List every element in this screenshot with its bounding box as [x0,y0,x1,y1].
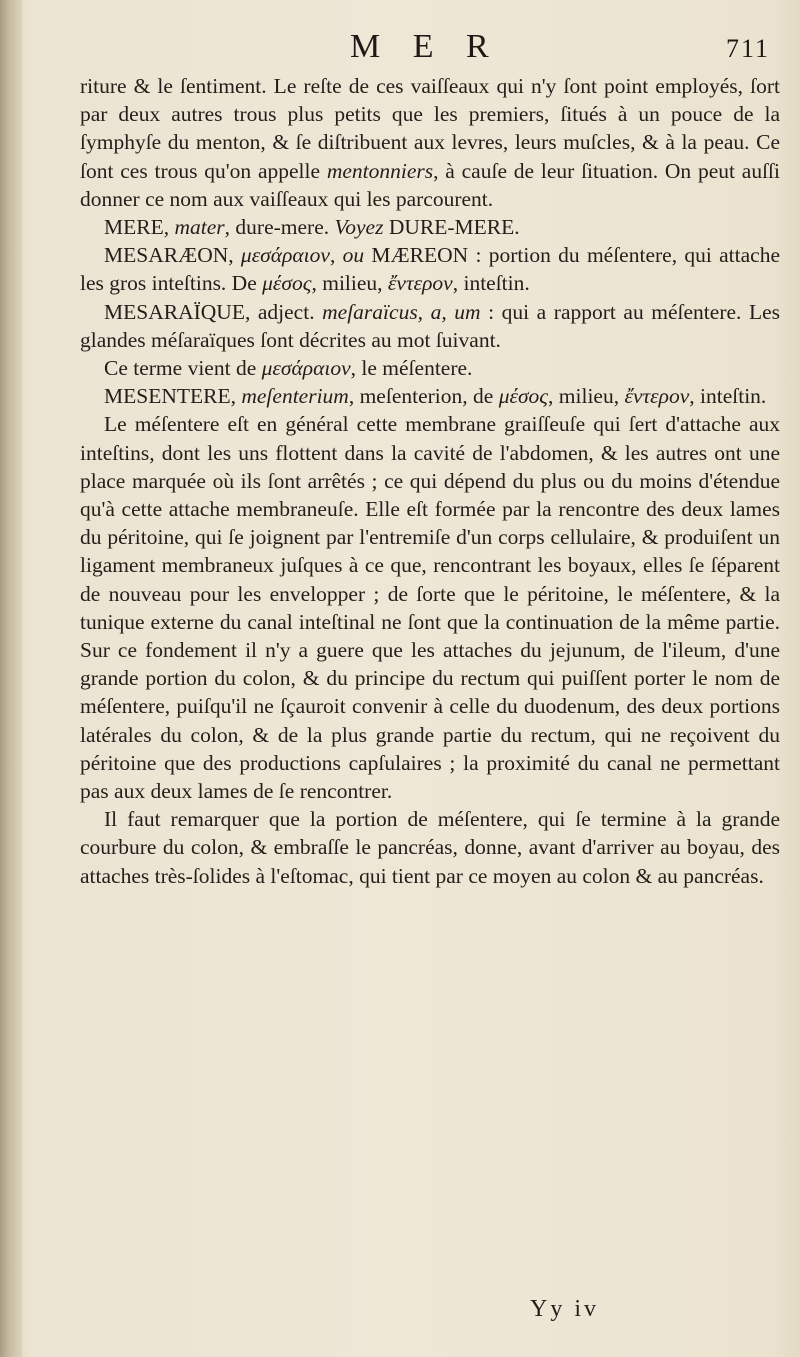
paragraph [80,213,780,241]
text-run: , à cauſe de leur ſituation. On peut auſſi donner ce nom aux vaiſſeaux qui les parcourent. [80,158,780,211]
text-run: DURE-MERE. [383,215,520,240]
text-run: MESARÆON, [104,243,241,268]
page-number: 711 [725,34,770,63]
text-run: MERE, [104,215,175,240]
italic-text: ἔντερον [624,384,690,409]
text-run: , dure-mere. [224,215,335,240]
text-run: Il faut remarquer que la portion de méſentere, qui ſe termine à la grande courbure du colon, & embraſſe le pancréas, donne, avant d'arriver au boyau, des attaches très-ſolides à l'eſtomac, qui tient par ce moyen au colon & au pancréas. [80,807,780,888]
paragraph [80,72,780,213]
text-run: , meſenterion, de [348,384,499,409]
italic-text: μεσάραιον [240,243,330,268]
paragraph [80,410,780,805]
paragraph [80,382,780,410]
text-run: , le méſentere. [350,356,473,381]
paragraph [80,298,780,354]
paragraph [80,241,780,297]
signature-mark: Yy iv [530,1296,599,1322]
text-run: MESARAÏQUE, adject. [104,299,323,324]
italic-text: meſenterium [241,384,349,409]
text-run: , inteſtin. [689,384,767,409]
text-run: , [329,243,343,268]
italic-text: μέσος [262,271,312,296]
italic-text: meſaraïcus, a, um [322,299,481,324]
italic-text: mater [174,215,225,240]
text-run: Le méſentere eſt en général cette membrane graiſſeuſe qui ſert d'attache aux inteſtins, dont les uns flottent dans la cavité de l'abdomen, & les autres ont une place marquée où ils ſont arrêtés ; ce qui dépend du plus ou du moins d'étendue qu'à cette attache membraneuſe. Elle eſt formée par la rencontre des deux lames du péritoine, qui ſe joignent par l'entremiſe d'un corps cellulaire, & produiſent un ligament membraneux juſques à ce que, rencontrant les boyaux, elles ſe ſéparent de nouveau pour les envelopper ; de ſorte que le péritoine, le méſentere, & la tunique externe du canal inteſtinal ne ſont que la continuation de la même partie. Sur ce fondement il n'y a guere que les attaches du jejunum, de l'ileum, d'une grande portion du colon, & du principe du rectum qui puiſſent porter le nom de méſentere, puiſqu'il ne ſçauroit convenir à celle du duodenum, des deux portions latérales du colon, & de la plus grande partie du rectum, qui ne reçoivent du péritoine que des productions capſulaires ; la proximité du canal ne permettant pas aux deux lames de ſe rencontrer. [80,412,780,804]
italic-text: μεσάραιον [261,356,351,381]
text-run: , milieu, [311,271,388,296]
page-binding-shadow [0,0,22,1357]
running-head-title: M E R [350,28,501,65]
italic-text: μέσος [498,384,549,409]
running-head [60,28,780,68]
text-run: , milieu, [548,384,625,409]
italic-text: Voyez [334,215,384,240]
paragraph [80,354,780,382]
italic-text: ἔντερον [387,271,453,296]
italic-text: mentonniers [326,158,434,183]
body-text [80,72,780,890]
italic-text: ou [342,243,365,268]
text-run: riture & le ſentiment. Le reſte de ces vaiſſeaux qui n'y ſont point employés, ſort par deux autres trous plus petits que les premiers, ſitués à un pouce de la ſymphyſe du menton, & ſe diſtribuent aux levres, leurs muſcles, & à la peau. Ce ſont ces trous qu'on appelle [80,74,780,183]
paragraph [80,805,780,890]
text-run: : qui a rapport au méſentere. Les glandes méſaraïques ſont décrites au mot ſuivant. [80,299,780,352]
text-run: MÆREON : portion du méſentere, qui attache les gros inteſtins. De [80,243,780,296]
text-run: Ce terme vient de [104,356,262,381]
text-run: , inteſtin. [452,271,530,296]
text-run: MESENTERE, [104,384,242,409]
